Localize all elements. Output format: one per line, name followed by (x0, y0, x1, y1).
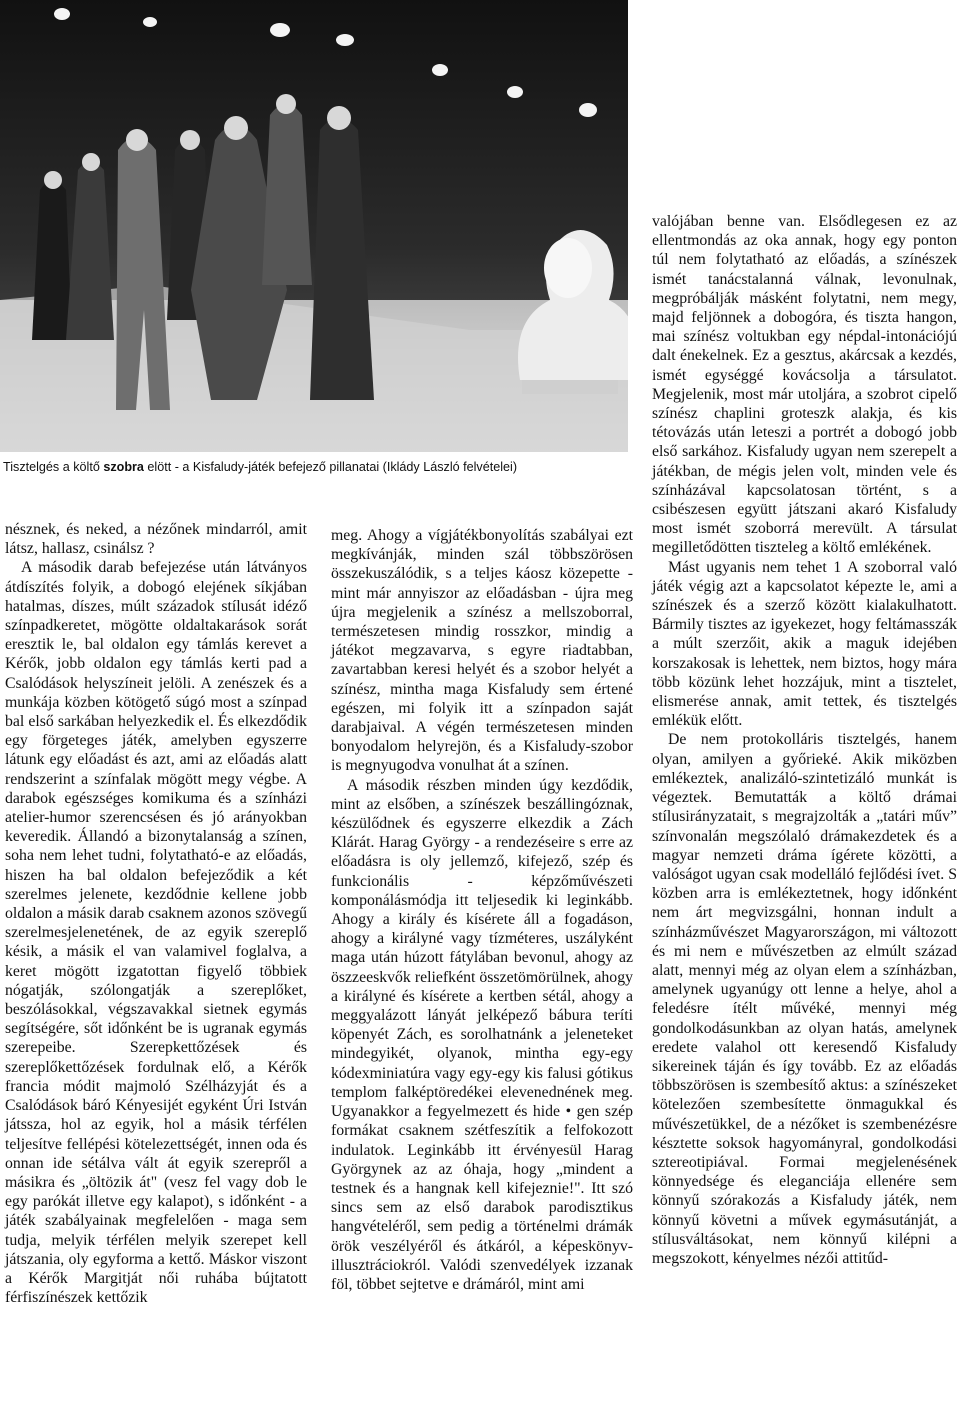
paragraph: valójában benne van. Elsődlegesen ez az ellentmondás az oka annak, hogy egy ponton túl nem folytatható az előadás, a színészek ismét tanácstalanná válnak, levonulnak, megpróbálják másként folytatni, nem megy, majd feljönnek a dobogóra, és tiszta hangon, mai színész voltukban egy népdal-intonációjú dalt énekelnek. Ez a gesztus, akárcsak a kezdés, ismét egységgé kovácsolja a társulatot. Megjelenik, most már utoljára, a szobrot cipelő színész chaplini groteszk alakja, és kis tétovázás után leteszi a portrét a dobogó jobb első sarkához. Kisfaludy ugyan nem szerepelt a játékban, de mégis jelen volt, minden vele és színházával kapcsolatosan történt, s a csibészesen együtt játszani akaró Kisfaludy most ismét szoborrá merevült. A társulat megilletődötten tiszteleg a költő emlékének. (652, 213, 957, 557)
caption-text-rest: elött - a Kisfaludy-játék befejező pillanatai (Iklády László felvételei) (143, 460, 518, 474)
paragraph: A második részben minden úgy kezdődik, mint az elsőben, a színészek beszállingóznak, készülődnek és egyszerre elkezdik a Zách Klárát. Harag György - a rendezéseire s erre az előadásra is oly jellemző, kifejező, szép és funkcionális - képzőművészeti komponálásmódja itt teljesedik ki leginkább. Ahogy a király és kísérete áll a fogadáson, ahogy a királyné vagy tízméteres, uszályként maga után húzott fátylában bevonul, ahogy az öszzeeskvők reliefként összetömörülnek, ahogy a királyné és kísérete a kertben sétál, ahogy a meggyalázott lányát jelképező bábura teríti köpenyét Zách, es sorolhatnánk a jeleneteket mindegyikét, olyanok, mintha egy-egy kódexminiatúra vagy egy-egy kis falusi gótikus templom falképtöredékei elevenednének meg. Ugyanakkor a fegyelmezett és hide • gen szép formákat csaknem szétfeszítik a felfokozott indulatok. Leginkább itt érvényesül Harag Györgynek az az óhaja, hogy „mindent a testnek és a hangnak kell kifejeznie!". Itt szó sincs sem az első darabok parodisztikus hangvételéről, sem pedig a történelmi drámák örök veszélyéről és átkáról, a képeskönyv-illusztráciokról. Valódi szenvedélyek izzanak föl, többet sejtetve e drámáról, mint ami (331, 776, 633, 1293)
stage-photo-icon (0, 0, 628, 452)
paragraph: A második darab befejezése után látványos átdíszítés folyik, a dobogó elejének síkjában hatalmas, díszes, múlt századok stílusát idéző színpadkeretet, mögötte oldaltakarások sorát eresztik le, bal oldalon egy támlás kerevet a Kérők, jobb oldalon egy támlás kerti pad a Csalódások helyszíneit jelöli. A zenészek és a munkája közben kötögető súgó most a színpad bal első sarkában helyezkedik el. És elkezdődik egy förgeteges játék, amelyben egyszerre látunk egy előadást és azt, ami az előadás alatt rendszerint a színfalak mögött megy végbe. A darabok egészséges komikuma és a színházi atelier-humor szerencsésen és jó arányokban keveredik. Állandó a bizonytalanság a színen, soha nem lehet tudni, folytatható-e az előadás, hiszen ha bal oldalon befejeződik a két szerelmes jelenete, kezdődnie kellene jobb oldalon a másik darab csaknem azonos szövegű szerelmesjelenetének, de az egyik szereplő késik, a másik el van valamivel foglalva, a keret mögött izgatottan figyelő többiek nógatják, szólongatják a szereplőket, beszólásokkal, végszavakkal sietnek egymás segítségére, sőt időnként be is ugranak egymás szerepeibe. Szerepkettőzések és szereplőkettőzések fordulnak elő, a Kérők francia módit majmoló Szélházyját és a Csalódások báró Kényesijét egyként Úri István játssza, hol az egyik, hol a másik térfélen teljesítve fellépési kötelezettségét, innen oda és onnan ide sétálva vált át egyik szerepről a másikra és „öltözik át" (vesz fel vagy dob le egy parókát illetve egy kalapot), s időnként - a játék szabályainak megfelelően - maga sem tudja, melyik térfélen melyik szerepet kell játszania, oly egyforma a kettő. Máskor viszont a Kérők Margitját női ruhába bújtatott férfiszínészek kettőzik (5, 559, 307, 1307)
article-column-2 (331, 526, 633, 1294)
article-column-3 (652, 212, 957, 1268)
paragraph: De nem protokolláris tisztelgés, hanem olyan, amilyen a győrieké. Akik miközben emlékeztek, analizáló-szintetizáló munkát is végeztek. Bemutatták a költő drámai stílusirányzatait, s megrajzolták a „tatári művˮ színvonalán megszólaló drámakezdetek és a magyar nemzeti dráma ígérete közötti, a valóságot ugyan csak modelláló fejlődési ívet. S közben arra is emlékeztetnek, hogy időnként nem árt megvizsgálni, honnan indult a színházművészet Magyarországon, mi változott és mi nem e művészetben az elmúlt század alatt, mennyi még az olyan elem a színházban, amelynek ugyanúgy ott lenne a helye, ahol a feledésre ítélt művéké, mennyi még gondolkodásunkban az olyan hatás, amelynek eredete valahol ott keresendő Kisfaludy sikereinek táján és így tovább. Ez az előadás többszörösen is szembesítő aktus: a színészeket kötelezően szembesítette önmagukkal és művészetükkel, de a nézőket is szembenézésre késztette soksok hagyományral, gondolkodási sztereotipiával. Formai megjelenésének könnyedsége és eleganciája ellenére sem könnyű szórakozás a Kisfaludy játék, nem könnyű követni a művek egymásutánját, a stílusváltásokat, nem könnyű kilépni a megszokott, kényelmes nézői attitűd- (652, 731, 957, 1267)
stage-photo (0, 0, 628, 452)
article-column-1 (5, 520, 307, 1307)
caption-bold-word: szobra (103, 460, 144, 474)
paragraph: nésznek, és neked, a nézőnek mindarról, amit látsz, hallasz, csinálsz ? (5, 521, 307, 558)
paragraph: Mást ugyanis nem tehet 1 A szoborral való játék végig azt a kapcsolatot képezte le, ami a színészek és a szerző között kialakulhatott. Bármily tisztes az igyekezet, hogy feltámasszák a múlt szerzőit, akik a maguk idejében korszakosak is lehettek, nem biztos, hogy mára több közünk lehet hozzájuk, mint a tisztelet, elismerése annak, amit tettek, és tisztelgés emlékük előtt. (652, 558, 957, 730)
paragraph: meg. Ahogy a vígjátékbonyolítás szabályai ezt megkívánják, minden szál többszörösen összekuszálódik, s a teljes káosz közepette - mint már annyiszor az előadásban - újra meg újra megjelenik a színész a mellszoborral, természetesen mindig rosszkor, mindig a játékot megzavarva, s egyre riadtabban, zavartabban keresi helyét és a szobor helyét a színész, mintha maga Kisfaludy sem értené egészen, mi folyik itt a színpadon saját darabjaival. A végén természetesen minden bonyodalom helyrejön, és a Kisfaludy-szobor is megnyugodva vonulhat át a színen. (331, 527, 633, 775)
caption-text: Tisztelgés a költő (3, 460, 104, 474)
photo-caption (3, 458, 623, 476)
